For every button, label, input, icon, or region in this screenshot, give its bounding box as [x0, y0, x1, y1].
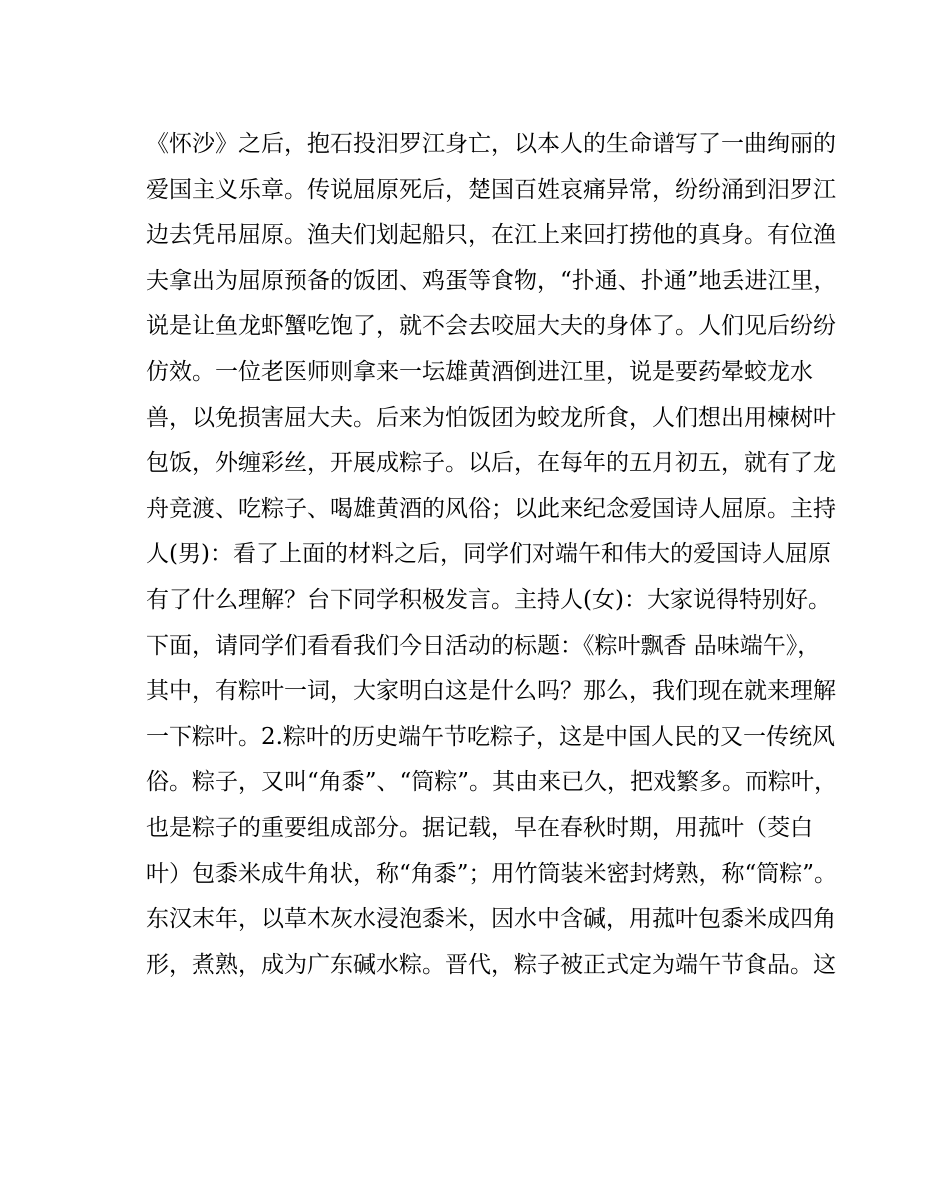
text-line: 叶）包黍米成牛角状，称“角黍”；用竹筒装米密封烤熟，称“筒粽”。 — [146, 860, 838, 887]
text-line: 也是粽子的重要组成部分。据记载，早在春秋时期，用菰叶（茭白 — [146, 814, 813, 841]
text-line: 《怀沙》之后，抱石投汨罗江身亡，以本人的生命谱写了一曲绚丽的 — [146, 131, 836, 157]
text-line: 一下粽叶。2.粽叶的历史端午节吃粽子，这是中国人民的又一传统风 — [146, 723, 835, 750]
text-line: 舟竞渡、吃粽子、喝雄黄酒的风俗；以此来纪念爱国诗人屈原。主持 — [146, 495, 836, 522]
text-line: 夫拿出为屈原预备的饭团、鸡蛋等食物，“扑通、扑通”地丢进江里， — [146, 267, 837, 294]
text-line: 其中，有粽叶一词，大家明白这是什么吗？那么，我们现在就来理解 — [146, 678, 836, 705]
text-line: 说是让鱼龙虾蟹吃饱了，就不会去咬屈大夫的身体了。人们见后纷纷 — [146, 313, 836, 340]
text-line: 爱国主义乐章。传说屈原死后，楚国百姓哀痛异常，纷纷涌到汨罗江 — [146, 176, 836, 203]
text-line: 人(男)：看了上面的材料之后，同学们对端午和伟大的爱国诗人屈原 — [146, 541, 831, 568]
text-line: 俗。粽子，又叫“角黍”、“筒粽”。其由来已久，把戏繁多。而粽叶， — [146, 769, 838, 796]
text-line: 下面，请同学们看看我们今日活动的标题：《粽叶飘香 品味端午》， — [146, 632, 821, 659]
text-line: 兽，以免损害屈大夫。后来为怕饭团为蛟龙所食，人们想出用楝树叶 — [146, 404, 836, 431]
text-line: 边去凭吊屈原。渔夫们划起船只，在江上来回打捞他的真身。有位渔 — [146, 222, 836, 249]
text-line: 仿效。一位老医师则拿来一坛雄黄酒倒进江里，说是要药晕蛟龙水 — [146, 358, 813, 385]
body-text — [146, 122, 838, 988]
text-line: 东汉末年，以草木灰水浸泡黍米，因水中含碱，用菰叶包黍米成四角 — [146, 906, 836, 933]
text-line: 包饭，外缠彩丝，开展成粽子。以后，在每年的五月初五，就有了龙 — [146, 450, 836, 477]
text-line: 形，煮熟，成为广东碱水粽。晋代，粽子被正式定为端午节食品。这 — [146, 951, 836, 978]
text-line: 有了什么理解？台下同学积极发言。主持人(女)：大家说得特别好。 — [146, 586, 831, 613]
